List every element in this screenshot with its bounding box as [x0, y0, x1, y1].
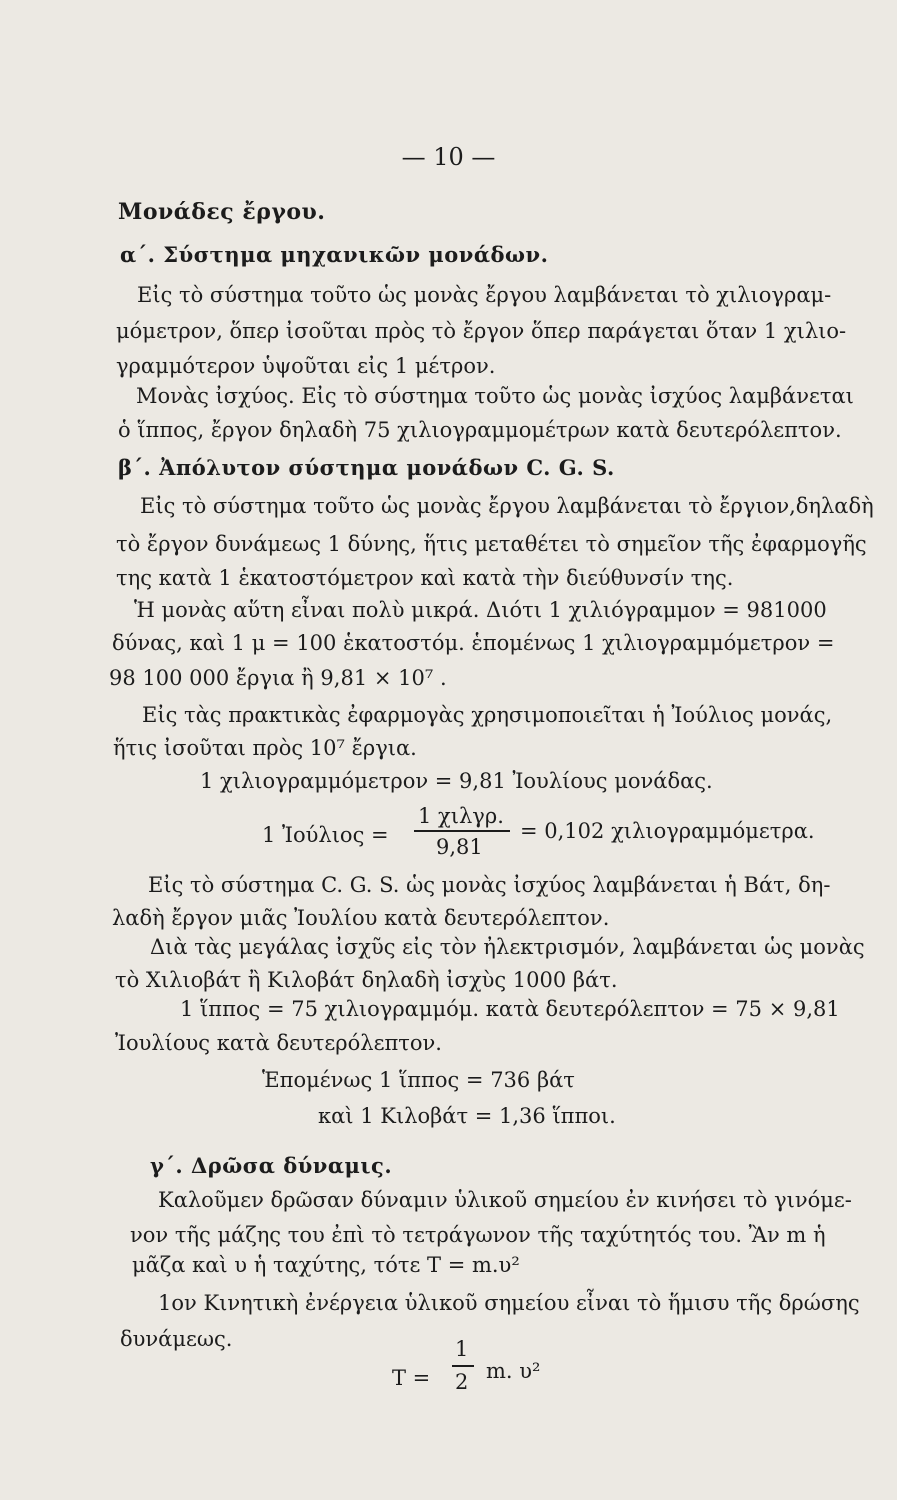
formula-julius-lhs: 1 Ἰούλιος = — [262, 823, 389, 847]
text-line: Μονὰς ἰσχύος. Εἰς τὸ σύστημα τοῦτο ὡς μονὰς ἰσχύος λαμβάνεται — [136, 384, 854, 408]
text-line: Ἰουλίους κατὰ δευτερόλεπτον. — [115, 1031, 442, 1055]
formula-energy-denominator: 2 — [455, 1370, 469, 1394]
text-line: δύνας, καὶ 1 μ = 100 ἑκατοστόμ. ἑπομένως 1 χιλιογραμμόμετρον = — [112, 631, 835, 655]
text-line: μᾶζα καὶ υ ἡ ταχύτης, τότε T = m.υ² — [132, 1253, 520, 1277]
subsection-title-mechanical-units: α΄. Σύστημα μηχανικῶν μονάδων. — [120, 242, 549, 267]
text-line: Εἰς τὸ σύστημα τοῦτο ὡς μονὰς ἔργου λαμβάνεται τὸ χιλιογραμ- — [137, 283, 832, 307]
text-line: τὸ Χιλιοβάτ ἢ Κιλοβάτ δηλαδὴ ἰσχὺς 1000 βάτ. — [115, 968, 618, 992]
text-line: Καλοῦμεν δρῶσαν δύναμιν ὑλικοῦ σημείου ἐν κινήσει τὸ γινόμε- — [158, 1188, 852, 1212]
section-title-units-of-work: Μονάδες ἔργου. — [118, 199, 326, 225]
fraction-bar — [452, 1365, 474, 1367]
formula-energy-rhs: m. υ² — [486, 1359, 541, 1383]
text-line: 1ον Κινητικὴ ἐνέργεια ὑλικοῦ σημείου εἶναι τὸ ἥμισυ τῆς δρώσης — [158, 1291, 860, 1315]
subsection-title-absolute-system: β΄. Ἀπόλυτον σύστημα μονάδων C. G. S. — [118, 455, 615, 480]
subsection-title-acting-force: γ΄. Δρῶσα δύναμις. — [150, 1153, 393, 1178]
text-line: της κατὰ 1 ἑκατοστόμετρον καὶ κατὰ τὴν διεύθυνσίν της. — [116, 566, 734, 590]
text-line: 98 100 000 ἔργια ἢ 9,81 × 10⁷ . — [109, 666, 447, 690]
fraction-bar — [414, 830, 510, 832]
text-line: λαδὴ ἔργον μιᾶς Ἰουλίου κατὰ δευτερόλεπτον. — [112, 906, 610, 930]
text-line: δυνάμεως. — [120, 1327, 233, 1351]
text-line: νον τῆς μάζης του ἐπὶ τὸ τετράγωνον τῆς ταχύτητός του. Ἂν m ἡ — [130, 1223, 826, 1247]
text-line: Ἡ μονὰς αὕτη εἶναι πολὺ μικρά. Διότι 1 χιλιόγραμμον = 981000 — [134, 598, 827, 622]
text-line: γραμμότερον ὑψοῦται εἰς 1 μέτρον. — [116, 354, 496, 378]
text-line: Διὰ τὰς μεγάλας ἰσχῦς εἰς τὸν ἠλεκτρισμόν, λαμβάνεται ὡς μονὰς — [150, 935, 865, 959]
text-line: Εἰς τὸ σύστημα τοῦτο ὡς μονὰς ἔργου λαμβάνεται τὸ ἔργιον,δηλαδὴ — [140, 494, 874, 518]
formula-julius-denominator: 9,81 — [436, 835, 483, 859]
text-line: Εἰς τὰς πρακτικὰς ἐφαρμογὰς χρησιμοποιεῖται ἡ Ἰούλιος μονάς, — [142, 703, 833, 727]
page-number: — 10 — — [401, 143, 496, 171]
text-line: μόμετρον, ὅπερ ἰσοῦται πρὸς τὸ ἔργον ὅπερ παράγεται ὅταν 1 χιλιο- — [116, 319, 847, 343]
text-line: Ἑπομένως 1 ἵππος = 736 βάτ — [262, 1068, 575, 1092]
text-line: 1 ἵππος = 75 χιλιογραμμόμ. κατὰ δευτερόλεπτον = 75 × 9,81 — [180, 997, 840, 1021]
text-line: ὁ ἵππος, ἔργον δηλαδὴ 75 χιλιογραμμομέτρων κατὰ δευτερόλεπτον. — [118, 418, 842, 442]
formula-julius-numerator: 1 χιλγρ. — [418, 804, 504, 828]
text-line: ἥτις ἰσοῦται πρὸς 10⁷ ἔργια. — [113, 736, 417, 760]
formula-julius-rhs: = 0,102 χιλιογραμμόμετρα. — [520, 819, 815, 843]
formula-energy-lhs: T = — [392, 1366, 431, 1390]
text-line: τὸ ἔργον δυνάμεως 1 δύνης, ἥτις μεταθέτει τὸ σημεῖον τῆς ἐφαρμογῆς — [116, 532, 867, 556]
text-line: Εἰς τὸ σύστημα C. G. S. ὡς μονὰς ἰσχύος λαμβάνεται ἡ Βάτ, δη- — [148, 873, 831, 897]
text-line: 1 χιλιογραμμόμετρον = 9,81 Ἰουλίους μονάδας. — [200, 769, 713, 793]
formula-energy-numerator: 1 — [455, 1337, 469, 1361]
text-line: καὶ 1 Κιλοβάτ = 1,36 ἵπποι. — [318, 1104, 616, 1128]
